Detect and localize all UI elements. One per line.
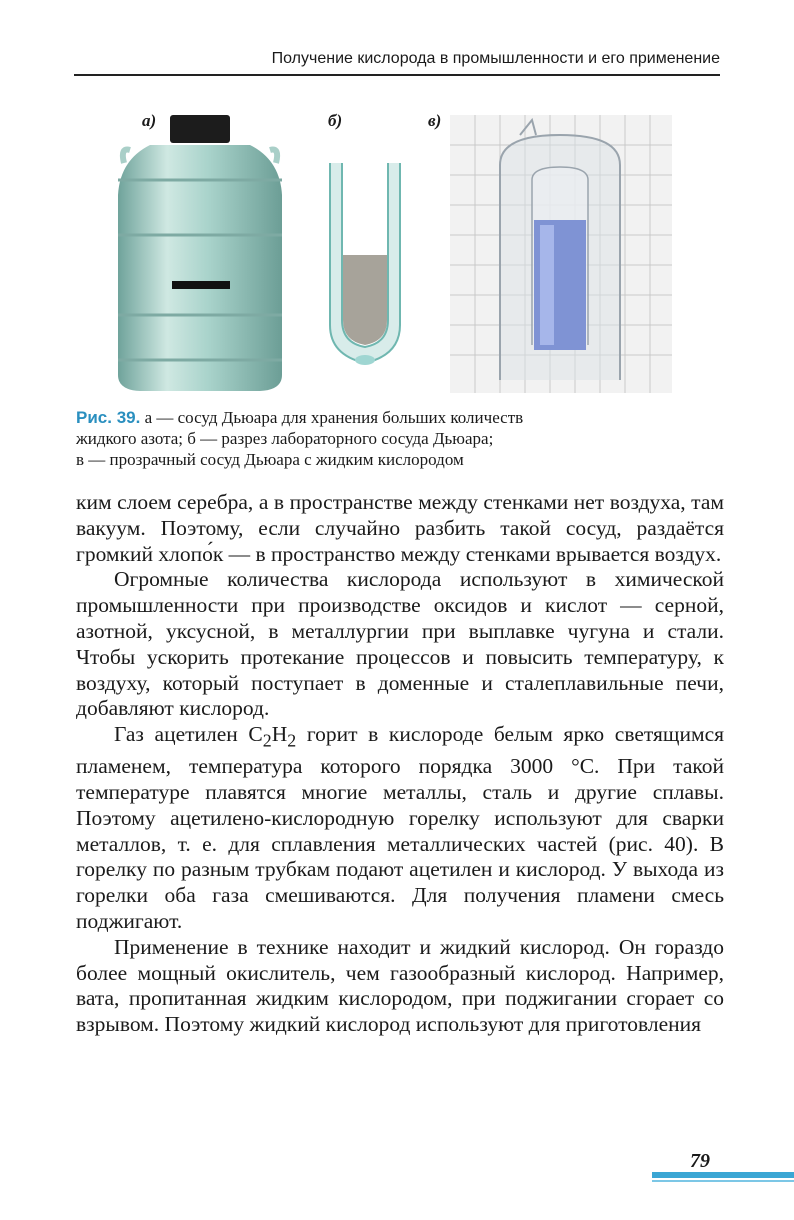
caption-line-3: в — прозрачный сосуд Дьюара с жидким кислородом	[76, 450, 464, 469]
paragraph-3-start: Газ ацетилен C	[114, 722, 263, 747]
subscript-h: 2	[287, 730, 297, 751]
figure-label-b: б)	[328, 111, 343, 130]
figure-dewar-section	[320, 105, 410, 375]
page-bar-thin	[652, 1180, 794, 1182]
figure-label-a: а)	[142, 111, 157, 130]
paragraph-2: Огромные количества кислорода используют в химической промышленности при производстве оксидов и кислот — серной, азотной, уксусной, в металлургии при выплавке чугуна и стали. Чтобы ускорить протекание процессов и повысить температуру, к воздуху, который поступает в доменные и сталеплавильные печи, добавляют кислород.	[76, 567, 724, 721]
caption-line-1: а — сосуд Дьюара для хранения больших количеств	[140, 408, 524, 427]
paragraph-3-rest: горит в кислороде белым ярко светящимся пламенем, температура которого порядка 3000 °C. При такой температуре плавятся многие металлы, сталь и другие сплавы. Поэтому ацетилено-кислородную горелку используют для сварки металлов, т. е. для сплавления металлических частей (рис. 40). В горелку по разным трубкам подают ацетилен и кислород. У выхода из горелки оба газа смешиваются. Для получения пламени смесь поджигают.	[76, 722, 725, 934]
paragraph-3	[76, 722, 724, 935]
figure-transparent-dewar	[420, 105, 680, 395]
paragraph-3-h: H	[271, 722, 288, 747]
body-text	[76, 490, 724, 1038]
transparent-dewar-image	[420, 105, 680, 395]
subscript-c: 2	[262, 730, 272, 751]
figure-caption	[76, 407, 736, 470]
dewar-tank-image	[110, 105, 300, 395]
figure-label-c: в)	[428, 111, 442, 130]
paragraph-4: Применение в технике находит и жидкий кислород. Он гораздо более мощный окислитель, чем газообразный кислород. Например, вата, пропитанная жидким кислородом, при поджигании сгорает со взрывом. Поэтому жидкий кислород используют для приготовления	[76, 934, 724, 1037]
figure-dewar-tank	[110, 105, 300, 395]
dewar-section-image	[320, 105, 410, 375]
paragraph-1: ким слоем серебра, а в пространстве между стенками нет воздуха, там вакуум. Поэтому, если случайно разбить такой сосуд, раздаётся громкий хлопо́к — в пространство между стенками врывается воздух.	[76, 490, 724, 566]
caption-number: Рис. 39.	[76, 408, 141, 427]
page-bar	[652, 1172, 794, 1178]
page-number: 79	[690, 1150, 710, 1172]
caption-line-2: жидкого азота; б — разрез лабораторного сосуда Дьюара;	[76, 429, 494, 448]
header-title: Получение кислорода в промышленности и его применение	[271, 50, 720, 67]
running-header	[74, 44, 720, 76]
